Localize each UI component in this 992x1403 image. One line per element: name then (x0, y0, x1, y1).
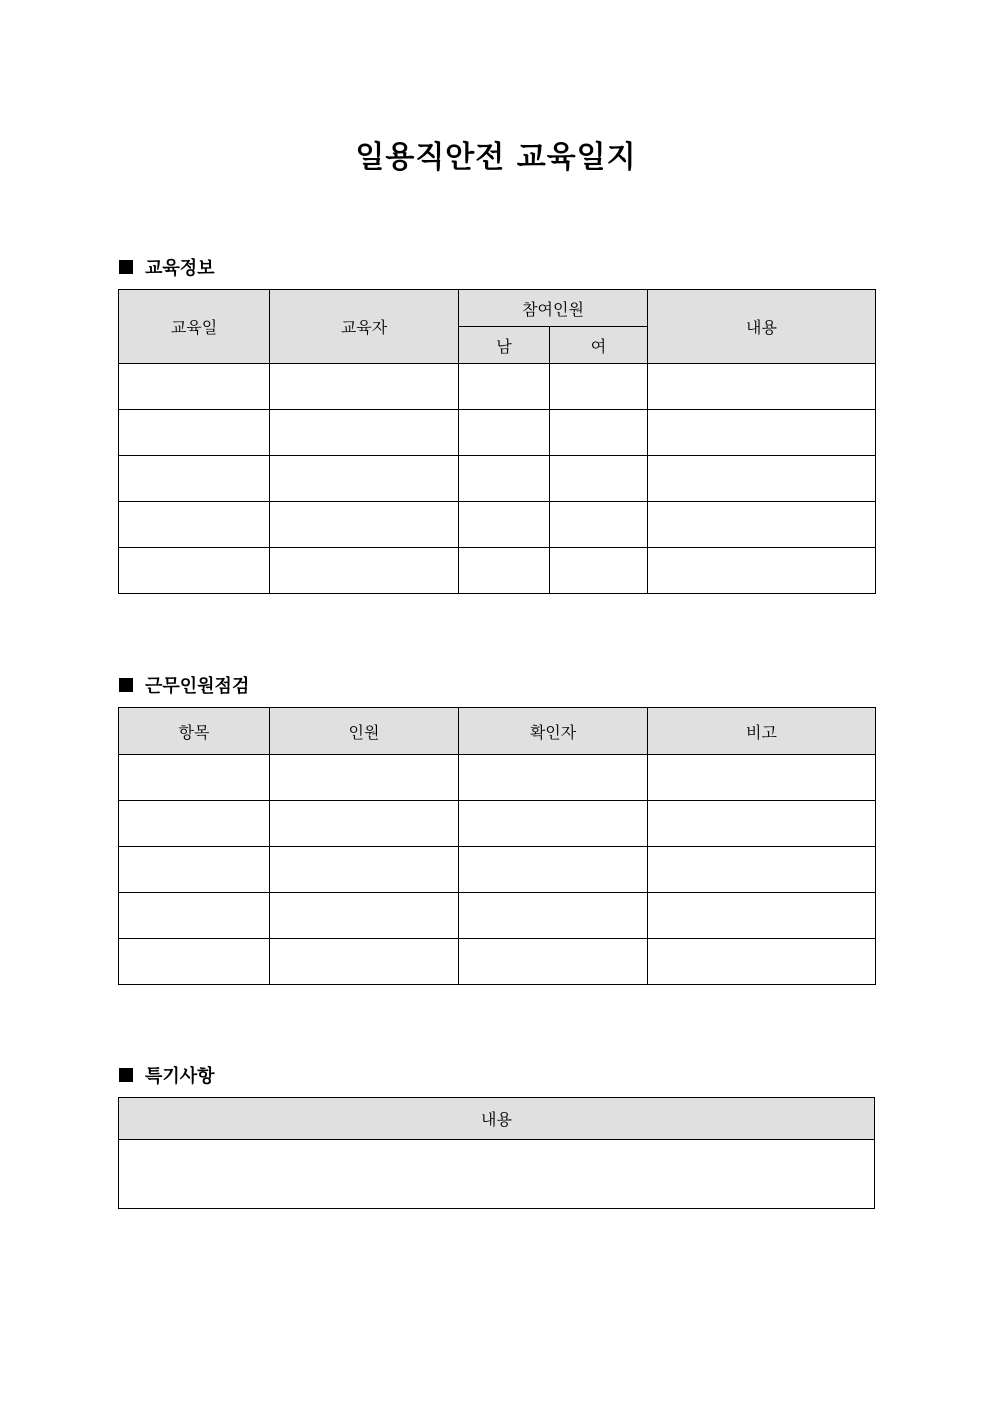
table-row (119, 893, 876, 939)
header-staff: 인원 (270, 708, 459, 755)
cell-date[interactable] (119, 548, 270, 594)
header-male: 남 (459, 327, 550, 364)
cell-male[interactable] (459, 502, 550, 548)
table-row (119, 939, 876, 985)
cell-male[interactable] (459, 364, 550, 410)
section-heading-special-notes (119, 1062, 215, 1088)
cell-staff[interactable] (270, 801, 459, 847)
cell-content[interactable] (648, 456, 876, 502)
cell-confirmer[interactable] (459, 847, 648, 893)
section-heading-staff-check (119, 672, 249, 698)
cell-date[interactable] (119, 410, 270, 456)
header-item: 항목 (119, 708, 270, 755)
cell-staff[interactable] (270, 847, 459, 893)
special-notes-table (118, 1097, 875, 1209)
table-row (119, 801, 876, 847)
header-female: 여 (550, 327, 648, 364)
cell-date[interactable] (119, 502, 270, 548)
cell-remarks[interactable] (648, 893, 876, 939)
table-row (119, 456, 876, 502)
cell-item[interactable] (119, 847, 270, 893)
table-row (119, 548, 876, 594)
cell-educator[interactable] (270, 548, 459, 594)
table-header-row (119, 1098, 875, 1140)
education-info-table (118, 289, 876, 594)
cell-content[interactable] (648, 410, 876, 456)
header-educator: 교육자 (270, 290, 459, 364)
cell-item[interactable] (119, 939, 270, 985)
cell-female[interactable] (550, 548, 648, 594)
table-row (119, 410, 876, 456)
table-row (119, 755, 876, 801)
cell-remarks[interactable] (648, 939, 876, 985)
cell-confirmer[interactable] (459, 939, 648, 985)
cell-date[interactable] (119, 364, 270, 410)
staff-check-table (118, 707, 876, 985)
table-row (119, 502, 876, 548)
table-header-row (119, 708, 876, 755)
cell-female[interactable] (550, 502, 648, 548)
cell-content[interactable] (648, 548, 876, 594)
cell-remarks[interactable] (648, 755, 876, 801)
section-heading-label: 근무인원점검 (145, 676, 250, 697)
section-heading-label: 교육정보 (145, 258, 215, 279)
cell-content[interactable] (648, 502, 876, 548)
cell-male[interactable] (459, 456, 550, 502)
cell-staff[interactable] (270, 893, 459, 939)
cell-date[interactable] (119, 456, 270, 502)
section-heading-education-info (119, 254, 215, 280)
black-square-bullet-icon (119, 260, 133, 274)
cell-remarks[interactable] (648, 847, 876, 893)
table-row (119, 1140, 875, 1209)
page-title: 일용직안전 교육일지 (355, 140, 637, 175)
black-square-bullet-icon (119, 1068, 133, 1082)
cell-male[interactable] (459, 548, 550, 594)
section-heading-label: 특기사항 (145, 1066, 215, 1087)
cell-confirmer[interactable] (459, 755, 648, 801)
cell-female[interactable] (550, 456, 648, 502)
cell-female[interactable] (550, 364, 648, 410)
cell-educator[interactable] (270, 364, 459, 410)
table-header-row (119, 290, 876, 327)
table-row (119, 847, 876, 893)
cell-item[interactable] (119, 755, 270, 801)
cell-item[interactable] (119, 893, 270, 939)
header-confirmer: 확인자 (459, 708, 648, 755)
cell-staff[interactable] (270, 755, 459, 801)
header-content: 내용 (119, 1098, 875, 1140)
cell-educator[interactable] (270, 456, 459, 502)
cell-female[interactable] (550, 410, 648, 456)
cell-remarks[interactable] (648, 801, 876, 847)
header-education-date: 교육일 (119, 290, 270, 364)
header-remarks: 비고 (648, 708, 876, 755)
cell-educator[interactable] (270, 502, 459, 548)
cell-special-notes[interactable] (119, 1140, 875, 1209)
cell-male[interactable] (459, 410, 550, 456)
cell-confirmer[interactable] (459, 893, 648, 939)
cell-item[interactable] (119, 801, 270, 847)
table-row (119, 364, 876, 410)
cell-confirmer[interactable] (459, 801, 648, 847)
header-content: 내용 (648, 290, 876, 364)
cell-educator[interactable] (270, 410, 459, 456)
cell-content[interactable] (648, 364, 876, 410)
cell-staff[interactable] (270, 939, 459, 985)
header-participants: 참여인원 (459, 290, 648, 327)
black-square-bullet-icon (119, 678, 133, 692)
